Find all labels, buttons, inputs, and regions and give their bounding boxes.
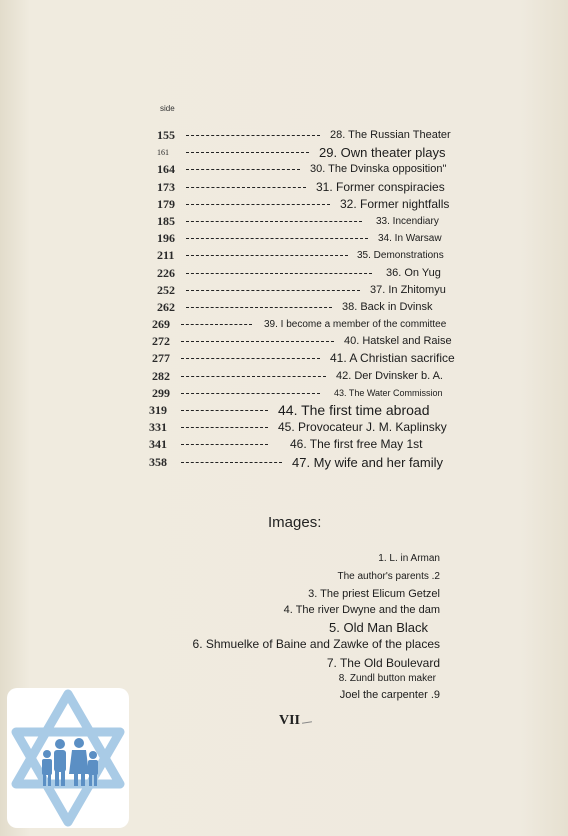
toc-page-number: 173 — [157, 179, 175, 194]
toc-chapter-title: 29. Own theater plays — [319, 145, 446, 161]
toc-leader-dashes — [186, 169, 300, 170]
toc-leader-dashes — [186, 273, 372, 274]
toc-row — [0, 454, 568, 471]
toc-row — [0, 299, 568, 316]
toc-page-number: 155 — [157, 128, 175, 142]
toc-page-number: 319 — [149, 403, 167, 417]
toc-row — [0, 161, 568, 178]
image-caption-item: 1. L. in Arman — [378, 553, 440, 564]
toc-chapter-title: 43. The Water Commission — [334, 387, 443, 398]
toc-leader-dashes — [186, 152, 309, 153]
toc-chapter-title: 34. In Warsaw — [378, 233, 442, 245]
toc-chapter-title: 35. Demonstrations — [357, 250, 444, 262]
toc-row — [0, 385, 568, 402]
image-caption-item: 6. Shmuelke of Baine and Zawke of the places — [192, 637, 440, 651]
toc-page-number: 211 — [157, 248, 175, 263]
toc-chapter-title: 45. Provocateur J. M. Kaplinsky — [278, 420, 447, 435]
image-caption-item: The author's parents .2 — [337, 571, 440, 582]
toc-page-number: 282 — [152, 368, 170, 383]
toc-page-number: 341 — [149, 437, 167, 452]
page-column-label: side — [160, 104, 175, 113]
toc-leader-dashes — [186, 187, 306, 188]
toc-row — [0, 247, 568, 264]
image-caption-item: 7. The Old Boulevard — [326, 656, 440, 670]
footer-dash — [302, 721, 312, 723]
toc-leader-dashes — [186, 290, 360, 291]
table-of-contents — [0, 127, 568, 471]
toc-page-number: 299 — [152, 385, 170, 400]
toc-row — [0, 368, 568, 385]
toc-chapter-title: 47. My wife and her family — [292, 454, 444, 470]
page-number-roman: VII — [279, 713, 301, 728]
toc-page-number: 179 — [157, 196, 175, 211]
toc-leader-dashes — [186, 255, 348, 256]
toc-page-number: 277 — [152, 351, 170, 366]
toc-row — [0, 265, 568, 282]
toc-chapter-title: 42. Der Dvinsker b. A. — [336, 369, 443, 382]
toc-leader-dashes — [181, 324, 252, 325]
toc-chapter-title: 28. The Russian Theater — [330, 129, 451, 141]
toc-page-number: 272 — [152, 334, 170, 349]
toc-leader-dashes — [181, 393, 320, 394]
toc-page-number: 262 — [157, 299, 175, 314]
toc-chapter-title: 38. Back in Dvinsk — [342, 300, 433, 313]
toc-leader-dashes — [186, 135, 320, 136]
toc-chapter-title: 36. On Yug — [386, 266, 441, 279]
image-caption-item: 5. Old Man Black — [329, 620, 428, 635]
toc-leader-dashes — [181, 410, 268, 411]
star-of-david-family-icon — [7, 688, 129, 828]
toc-chapter-title: 41. A Christian sacrifice — [330, 351, 455, 366]
image-caption-item: 4. The river Dwyne and the dam — [283, 604, 440, 616]
toc-chapter-title: 37. In Zhitomyu — [370, 283, 446, 296]
toc-chapter-title: 39. I become a member of the committee — [264, 319, 447, 331]
toc-row — [0, 179, 568, 196]
toc-chapter-title: 40. Hatskel and Raise — [344, 335, 452, 348]
toc-leader-dashes — [181, 462, 282, 463]
toc-chapter-title: 32. Former nightfalls — [340, 196, 450, 211]
images-heading: Images: — [268, 514, 322, 531]
toc-row — [0, 196, 568, 213]
toc-chapter-title: 31. Former conspiracies — [316, 179, 445, 194]
toc-row — [0, 316, 568, 333]
toc-row — [0, 350, 568, 367]
toc-row — [0, 419, 568, 436]
toc-page-number: 358 — [149, 454, 167, 469]
toc-leader-dashes — [186, 221, 362, 222]
toc-leader-dashes — [181, 341, 334, 342]
toc-leader-dashes — [181, 444, 268, 445]
toc-leader-dashes — [186, 238, 368, 239]
toc-leader-dashes — [186, 204, 330, 205]
toc-page-number: 164 — [157, 162, 175, 177]
toc-page-number: 331 — [149, 420, 167, 435]
toc-page-number: 269 — [152, 317, 170, 332]
image-caption-item: 8. Zundl button maker — [338, 673, 436, 684]
toc-page-number: 185 — [157, 213, 175, 228]
image-caption-item: Joel the carpenter .9 — [339, 689, 440, 701]
toc-leader-dashes — [186, 307, 332, 308]
toc-row — [0, 282, 568, 299]
toc-page-number: 161 — [157, 148, 169, 158]
image-caption-item: 3. The priest Elicum Getzel — [308, 588, 440, 600]
watermark-logo — [7, 688, 129, 828]
toc-chapter-title: 44. The first time abroad — [278, 402, 430, 418]
toc-chapter-title: 46. The first free May 1st — [290, 437, 423, 452]
toc-row — [0, 144, 568, 161]
toc-page-number: 196 — [157, 231, 175, 246]
toc-row — [0, 333, 568, 350]
toc-leader-dashes — [181, 427, 268, 428]
toc-row — [0, 127, 568, 144]
toc-page-number: 252 — [157, 282, 175, 297]
toc-leader-dashes — [181, 358, 320, 359]
toc-row — [0, 230, 568, 247]
toc-row — [0, 436, 568, 453]
toc-row — [0, 213, 568, 230]
toc-row — [0, 402, 568, 419]
toc-page-number: 226 — [157, 265, 175, 280]
toc-chapter-title: 33. Incendiary — [376, 215, 439, 227]
toc-chapter-title: 30. The Dvinska opposition" — [310, 163, 447, 176]
toc-leader-dashes — [181, 376, 326, 377]
